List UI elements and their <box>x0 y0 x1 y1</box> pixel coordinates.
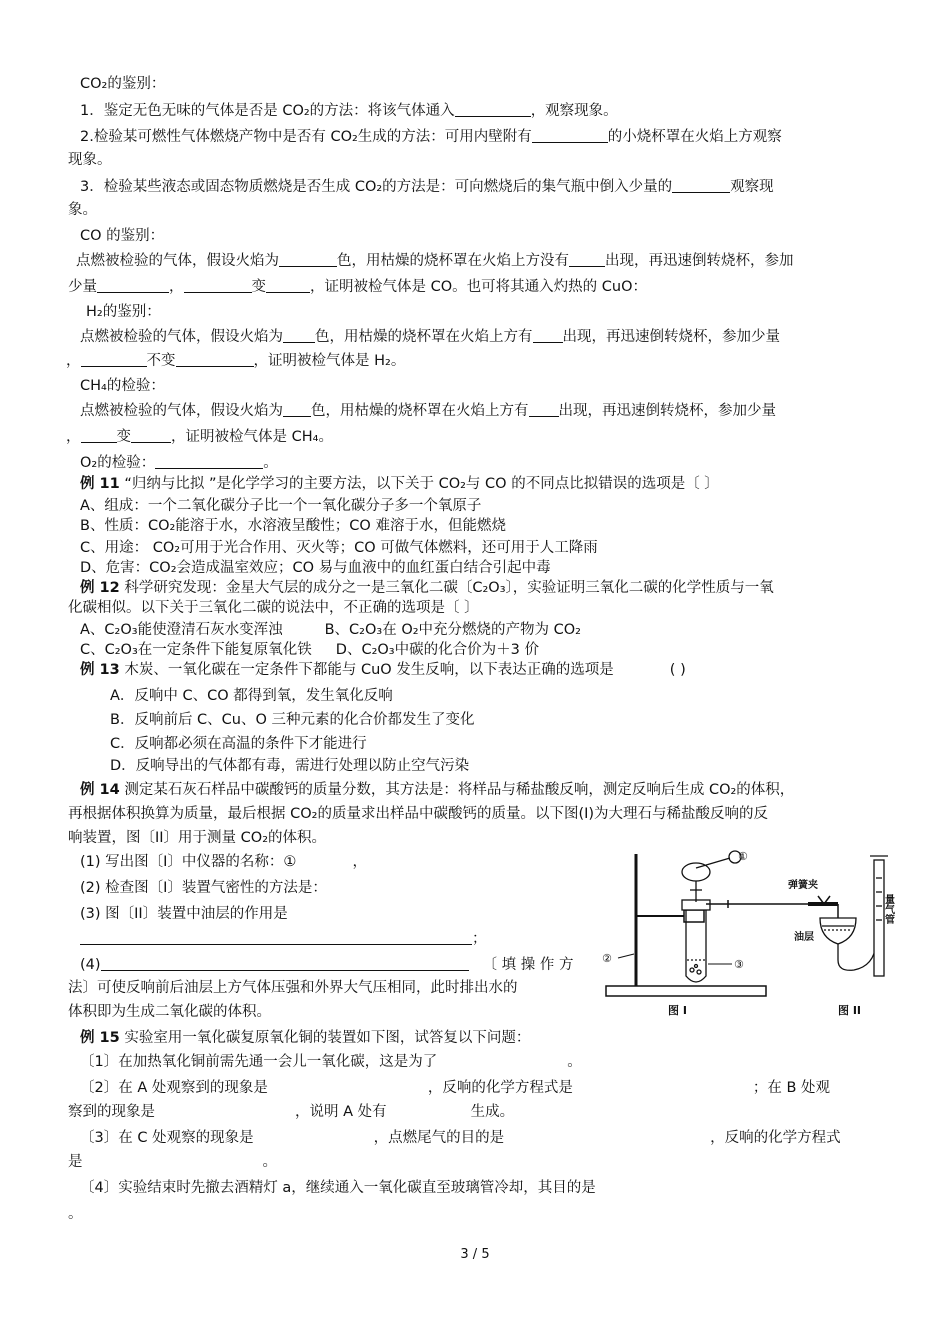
text-line: 2.检验某可燃性气体燃烧产物中是否有 CO₂生成的方法：可用内壁附有 的小烧杯罩在火焰上方观察 <box>80 126 782 147</box>
figure-1-caption: 图 I <box>668 1004 687 1017</box>
co2-section-title: CO₂的鉴别： <box>80 76 166 92</box>
answer-blank[interactable] <box>155 452 263 469</box>
answer-blank[interactable] <box>184 276 252 293</box>
question-3: 〔3〕在 C 处观察的现象是 ，点燃尾气的目的是 ，反响的化学方程式 <box>80 1130 841 1146</box>
example-14-stem: 例 14 测定某石灰石样品中碳酸钙的质量分数，其方法是：将样品与稀盐酸反响，测定反响后生成 CO₂的体积， <box>80 782 795 798</box>
options-cd: C、C₂O₃在一定条件下能复原氧化铁 D、C₂O₃中碳的化合价为＋3 价 <box>80 642 539 658</box>
page-number: 3 / 5 <box>460 1247 490 1262</box>
answer-blank[interactable] <box>97 276 169 293</box>
text-line: 。 <box>68 1206 83 1222</box>
ch4-section-title: CH₄的检验： <box>80 378 165 394</box>
answer-blank[interactable] <box>80 928 472 945</box>
funnel-tube <box>682 851 741 902</box>
oil-layer-label: 油层 <box>794 932 814 943</box>
text-line: 体积即为生成二氧化碳的体积。 <box>68 1004 271 1020</box>
answer-blank[interactable] <box>176 350 254 367</box>
answer-blank[interactable] <box>532 126 608 143</box>
text-line: 点燃被检验的气体，假设火焰为 色，用枯燥的烧杯罩在火焰上方有 出现，再迅速倒转烧杯，参加少量 <box>80 326 780 347</box>
text-line: 现象。 <box>68 152 112 168</box>
text-line: 少量 ， 变 ，证明被检气体是 CO。也可将其通入灼热的 CuO： <box>68 276 647 297</box>
option-a: A．反响中 C、CO 都得到氧，发生氧化反响 <box>110 688 393 704</box>
text-line: ， 变 ，证明被检气体是 CH₄。 <box>66 426 333 447</box>
h2-section-title: H₂的鉴别： <box>86 304 161 320</box>
delivery-tube <box>706 896 838 918</box>
text-line: 3．检验某些液态或固态物质燃烧是否生成 CO₂的方法是：可向燃烧后的集气瓶中倒入少量的 观察现 <box>80 176 774 197</box>
text-line: ， 不变 ，证明被检气体是 H₂。 <box>66 350 405 371</box>
text-line: 象。 <box>68 202 97 218</box>
answer-blank[interactable] <box>529 400 559 417</box>
label-1: ① <box>738 850 748 863</box>
co-section-title: CO 的鉴别： <box>80 228 165 244</box>
example-12-stem: 例 12 科学研究发现：金星大气层的成分之一是三氧化二碳〔C₂O₃〕，实验证明三氧化二碳的化学性质与一氧 <box>80 580 774 596</box>
gas-tube-label: 量气管 <box>882 894 894 924</box>
question-1: (1) 写出图〔I〕中仪器的名称：① ， <box>80 854 367 870</box>
question-1: 〔1〕在加热氧化铜前需先通一会儿一氧化碳，这是为了 。 <box>80 1054 582 1070</box>
option-c: C、用途： CO₂可用于光合作用、灭火等；CO 可做气体燃料，还可用于人工降雨 <box>80 540 598 556</box>
answer-blank[interactable] <box>533 326 563 343</box>
question-4: 〔4〕实验结束时先撤去酒精灯 a，继续通入一氧化碳直至玻璃管冷却，其目的是 <box>80 1180 596 1196</box>
question-4: (4) 〔 填 操 作 方 <box>80 954 573 975</box>
text-line: 1．鉴定无色无味的气体是否是 CO₂的方法：将该气体通入 ，观察现象。 <box>80 100 618 121</box>
question-3: (3) 图〔II〕装置中油层的作用是 <box>80 906 288 922</box>
example-11-stem: 例 11 “归纳与比拟 ”是化学学习的主要方法，以下关于 CO₂与 CO 的不同点比拟错误的选项是〔 〕 <box>80 476 719 492</box>
option-b: B．反响前后 C、Cu、O 三种元素的化合价都发生了变化 <box>110 712 475 728</box>
option-a: A、组成：一个二氧化碳分子比一个一氧化碳分子多一个氧原子 <box>80 498 482 514</box>
text-line: ； <box>80 928 487 949</box>
option-b: B、性质：CO₂能溶于水，水溶液呈酸性；CO 难溶于水，但能燃烧 <box>80 518 506 534</box>
answer-blank[interactable] <box>279 250 337 267</box>
option-d: D．反响导出的气体都有毒，需进行处理以防止空气污染 <box>110 758 470 774</box>
example-13-stem: 例 13 木炭、一氧化碳在一定条件下都能与 CuO 发生反响，以下表达正确的选项是 ( ) <box>80 662 686 678</box>
text-line: 再根据体积换算为质量，最后根据 CO₂的质量求出样品中碳酸钙的质量。以下图(I)为大理石与稀盐酸反响的反 <box>68 806 769 822</box>
label-3: ③ <box>734 958 744 971</box>
spring-clip-label: 弹簧夹 <box>788 880 818 891</box>
answer-blank[interactable] <box>101 954 469 971</box>
o2-section: O₂的检验： 。 <box>80 452 278 473</box>
text-line: 是 。 <box>68 1154 277 1170</box>
answer-blank[interactable] <box>266 276 310 293</box>
answer-blank[interactable] <box>283 326 315 343</box>
answer-blank[interactable] <box>455 100 531 117</box>
question-2: (2) 检查图〔I〕装置气密性的方法是： <box>80 880 327 896</box>
text-line: 察到的现象是 ，说明 A 处有 生成。 <box>68 1104 515 1120</box>
question-2: 〔2〕在 A 处观察到的现象是 ，反响的化学方程式是 ；在 B 处观 <box>80 1080 831 1096</box>
answer-blank[interactable] <box>81 426 117 443</box>
figure-2-caption: 图 II <box>838 1004 862 1017</box>
answer-blank[interactable] <box>131 426 171 443</box>
option-d: D、危害：CO₂会造成温室效应；CO 易与血液中的血红蛋白结合引起中毒 <box>80 560 551 576</box>
answer-blank[interactable] <box>81 350 147 367</box>
text-line: 点燃被检验的气体，假设火焰为 色，用枯燥的烧杯罩在火焰上方没有 出现，再迅速倒转烧杯，参加 <box>76 250 794 271</box>
answer-blank[interactable] <box>283 400 311 417</box>
option-c: C．反响都必须在高温的条件下才能进行 <box>110 736 367 752</box>
text-line: 法〕可使反响前后油层上方气体压强和外界大气压相同，此时排出水的 <box>68 980 518 996</box>
answer-blank[interactable] <box>672 176 730 193</box>
text-line: 点燃被检验的气体，假设火焰为 色，用枯燥的烧杯罩在火焰上方有 出现，再迅速倒转烧杯，参加少量 <box>80 400 776 421</box>
figure-2-apparatus <box>820 856 888 976</box>
text-line: 化碳相似。以下关于三氧化二碳的说法中，不正确的选项是〔 〕 <box>68 600 479 616</box>
answer-blank[interactable] <box>569 250 605 267</box>
text-line: 响装置，图〔II〕用于测量 CO₂的体积。 <box>68 830 327 846</box>
example-15-stem: 例 15 实验室用一氧化碳复原氧化铜的装置如下图，试答复以下问题： <box>80 1030 531 1046</box>
apparatus-figure <box>598 848 898 1020</box>
options-ab: A、C₂O₃能使澄清石灰水变浑浊 B、C₂O₃在 O₂中充分燃烧的产物为 CO₂ <box>80 622 581 638</box>
label-2: ② <box>602 952 612 965</box>
